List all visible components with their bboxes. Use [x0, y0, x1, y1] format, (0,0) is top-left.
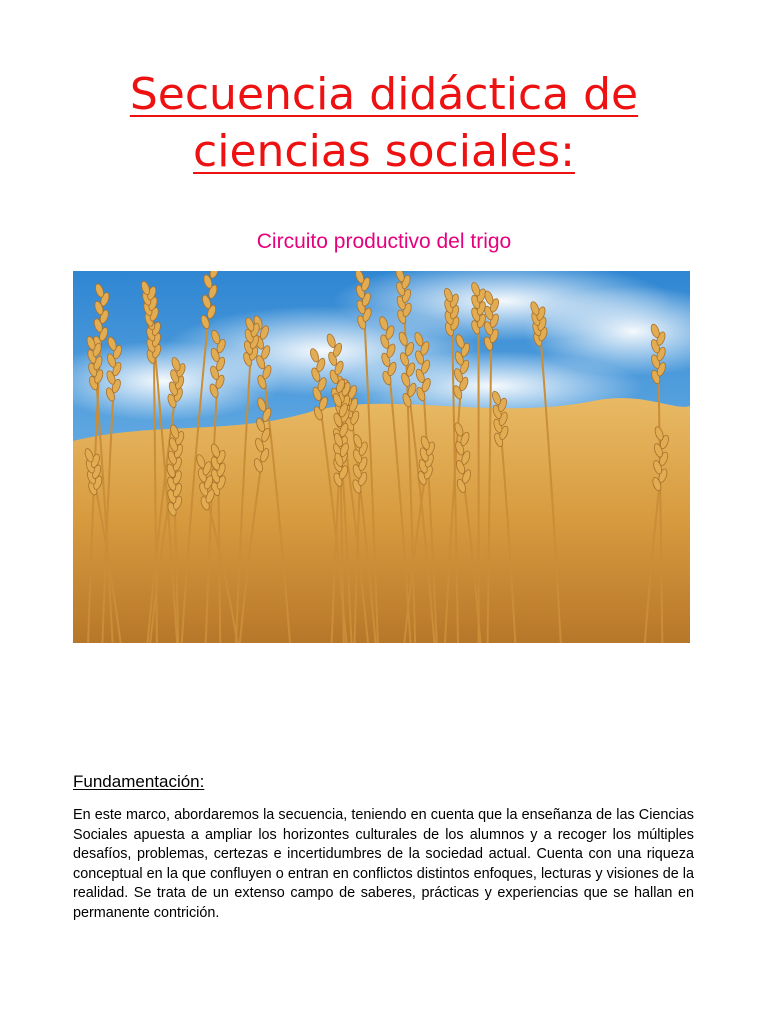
section-heading: Fundamentación:	[73, 772, 205, 791]
title-line-2: ciencias sociales:	[193, 126, 575, 177]
body-paragraph: En este marco, abordaremos la secuencia, teniendo en cuenta que la enseñanza de las Ciencias Sociales apuesta a ampliar los horizontes culturales de los alumnos y a recoger los múltiples desafíos, problemas, certezas e incertidumbres de la sociedad actual. Cuenta con una riqueza conceptual en la que confluyen o entran en conflictos distintos enfoques, lecturas y visiones de la realidad. Se trata de un extenso campo de saberes, prácticas y experiencias que se hallan en permanente contrición.	[73, 807, 694, 921]
wheat-field-photo	[73, 271, 690, 643]
title-line-1: Secuencia didáctica de	[129, 69, 639, 120]
document-subtitle: Circuito productivo del trigo	[256, 230, 512, 253]
document-title	[40, 66, 728, 180]
